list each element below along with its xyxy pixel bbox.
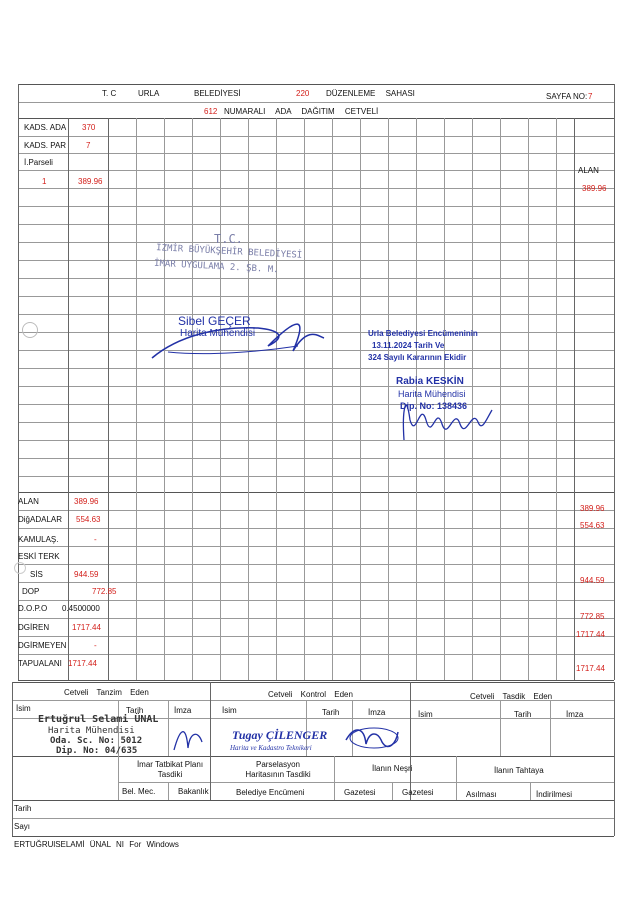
parcel-no: 1 <box>42 177 47 186</box>
ilanin-nesri-label: İlanın Neşri <box>372 764 413 773</box>
ilanin-tahtaya-label: İlanın Tahtaya <box>494 766 544 775</box>
tarih-row-label: Tarih <box>14 804 32 813</box>
prep-isim-label: İsim <box>16 704 31 713</box>
stamp-izmir: İZMİR BÜYÜKŞEHİR BELEDİYESİ <box>155 243 303 261</box>
prep-name: Ertuğrul Selami ÜNAL <box>38 714 159 725</box>
belediye-encumeni-label: Belediye Encümeni <box>236 788 305 797</box>
prepared-by-title: Cetveli Tanzim Eden <box>64 688 149 697</box>
sayi-row-label: Sayı <box>14 822 31 831</box>
iparsel-label: İ.Parseli <box>24 158 53 167</box>
header-ada-no: 612 <box>204 107 218 116</box>
summary-value: 772.85 <box>92 587 117 596</box>
header-tc: T. C <box>102 89 117 98</box>
header-city: URLA <box>138 89 160 98</box>
summary-right: 554.63 <box>580 521 605 530</box>
parselasyon-label: Parselasyon Haritasının Tasdiki <box>245 760 311 779</box>
prep-oda: Oda. Sc. No: 5012 <box>50 736 143 746</box>
summary-right: 772.85 <box>580 612 605 621</box>
summary-value: 0.4500000 <box>62 604 100 613</box>
ctrl-tarih-label: Tarih <box>322 708 340 717</box>
summary-right: 1717.44 <box>576 630 605 639</box>
software-footer: ERTUĞRUlSELAMİ ÜNAL NI For Windows <box>14 840 179 849</box>
summary-value: 554.63 <box>76 515 101 524</box>
summary-right: 389.96 <box>580 504 605 513</box>
summary-value: 389.96 <box>74 497 99 506</box>
prep-imza-label: İmza <box>174 706 192 715</box>
kads-par-label: KADS. PAR <box>24 141 67 150</box>
asilmasi-label: Asılması <box>466 790 497 799</box>
summary-label: SİS <box>30 570 43 579</box>
summary-label: DOP <box>22 587 40 596</box>
ctrl-name: Tugay ÇİLENGER <box>232 728 328 742</box>
kads-par-value: 7 <box>86 141 91 150</box>
rabia-signature <box>396 380 496 444</box>
summary-value: - <box>94 641 97 650</box>
ctrl-imza-label: İmza <box>368 708 386 717</box>
imar-tatbikat-label: İmar Tatbikat Planı Tasdiki <box>136 760 204 779</box>
header-area-label: DÜZENLEME SAHASI <box>326 89 415 98</box>
summary-label: DGİRMEYEN <box>18 641 67 650</box>
bel-mec-label: Bel. Mec. <box>122 787 156 796</box>
prep-tarih-label: Tarih <box>126 706 144 715</box>
punch-hole <box>14 562 26 574</box>
ctrl-signature <box>342 722 402 754</box>
controlled-by-title: Cetveli Kontrol Eden <box>268 690 353 699</box>
kads-ada-value: 370 <box>82 123 96 132</box>
rabia-dip: Dip. No: 138436 <box>400 401 468 411</box>
header-ada-label: NUMARALI ADA DAĞITIM CETVELİ <box>224 107 379 116</box>
parcel-area: 389.96 <box>78 177 103 186</box>
appr-isim-label: İsim <box>418 710 433 719</box>
summary-value: - <box>94 535 97 544</box>
appr-tarih-label: Tarih <box>514 710 532 719</box>
sibel-name: Sibel GEÇER <box>178 314 251 328</box>
ctrl-title-text: Harita ve Kadastro Teknikeri <box>230 744 312 752</box>
prep-dip: Dip. No: 04/635 <box>56 746 138 756</box>
summary-right: 944.59 <box>580 576 605 585</box>
rabia-title: Harita Mühendisi <box>398 389 466 399</box>
urla-line3: 324 Sayılı Kararının Ekidir <box>368 353 467 362</box>
gazetesi-label-2: Gazetesi <box>402 788 434 797</box>
summary-value: 944.59 <box>74 570 99 579</box>
summary-value: 1717.44 <box>72 623 101 632</box>
summary-label: TAPUALANI <box>18 659 62 668</box>
stamp-imar: İMAR UYGULAMA 2. ŞB. M. <box>153 258 279 276</box>
indirilmesi-label: İndirilmesi <box>536 790 573 799</box>
ctrl-isim-label: İsim <box>222 706 237 715</box>
header-area-no: 220 <box>296 89 310 98</box>
summary-label: ESKİ TERK <box>18 552 60 561</box>
stamp-tc: T.C. <box>214 232 243 246</box>
summary-label: DiğADALAR <box>18 515 63 524</box>
header-page-no: 7 <box>588 92 593 101</box>
summary-label: D.O.P.O <box>18 604 48 613</box>
gazetesi-label-1: Gazetesi <box>344 788 376 797</box>
summary-label: KAMULAŞ. <box>18 535 59 544</box>
prep-signature <box>168 722 208 754</box>
approved-by-title: Cetveli Tasdik Eden <box>470 692 553 701</box>
alan-column-label: ALAN <box>578 166 599 175</box>
summary-label: DGİREN <box>18 623 50 632</box>
parcel-area-right: 389.96 <box>582 184 607 193</box>
bakanlik-label: Bakanlık <box>178 787 209 796</box>
punch-hole <box>22 322 38 338</box>
summary-label: ALAN <box>18 497 39 506</box>
prep-title-text: Harita Mühendisi <box>48 726 135 736</box>
urla-line1: Urla Belediyesi Encümeninin <box>368 329 478 338</box>
kads-ada-label: KADS. ADA <box>24 123 67 132</box>
sibel-signature <box>148 306 328 366</box>
appr-imza-label: İmza <box>566 710 584 719</box>
summary-right: 1717.44 <box>576 664 605 673</box>
urla-line2: 13.11.2024 Tarih Ve <box>372 341 445 350</box>
summary-value: 1717.44 <box>68 659 97 668</box>
header-page-label: SAYFA NO: <box>546 92 588 101</box>
rabia-name: Rabia KESKİN <box>396 376 464 387</box>
header-municipality: BELEDİYESİ <box>194 89 241 98</box>
sibel-title: Harita Mühendisi <box>180 328 256 339</box>
